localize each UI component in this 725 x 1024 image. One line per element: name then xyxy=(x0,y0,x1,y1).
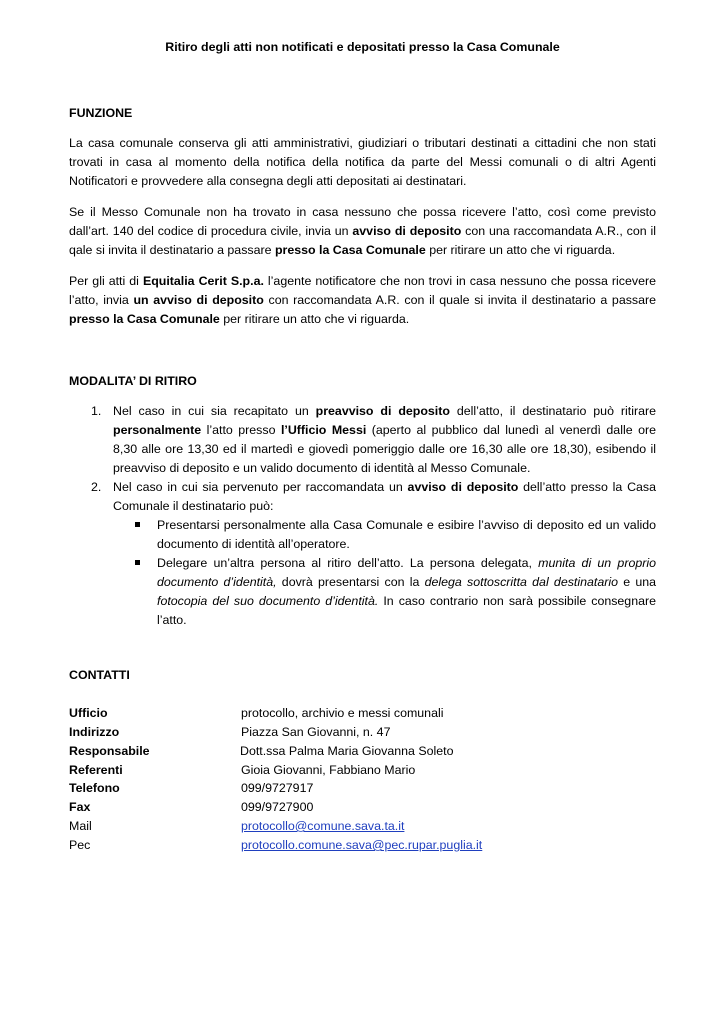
list-item-2 xyxy=(69,478,656,516)
contact-value: 099/9727900 xyxy=(241,800,314,814)
sub-list-item-1 xyxy=(113,516,656,554)
contact-label: Ufficio xyxy=(69,706,108,720)
contact-row-indirizzo xyxy=(69,723,656,742)
funzione-paragraph-1: La casa comunale conserva gli atti amministrativi, giudiziari o tributari destinati a cittadini che non stati trovati in casa al momento della notifica della notifica da parte del Messi comunali o di altri Agenti Notificatori e provvedere alla consegna degli atti depositati ai destinatari. xyxy=(69,136,656,188)
contact-row-referenti xyxy=(69,761,656,780)
square-bullet-icon xyxy=(135,522,140,527)
list-item-1 xyxy=(69,402,656,478)
contact-row-responsabile xyxy=(69,742,656,761)
sub-list-item-2 xyxy=(113,554,656,630)
list-item-text: Nel caso in cui sia recapitato un preavviso di deposito dell’atto, il destinatario può ritirare personalmente l’atto presso l’Ufficio Messi (aperto al pubblico dal lunedì al venerdì dalle ore 8,30 alle ore 13,30 ed il martedì e giovedì pomeriggio dalle ore 16,30 alle ore 18,30), esibendo il preavviso di deposito e un valido documento di identità al Messo Comunale. xyxy=(113,404,656,475)
contact-label: Mail xyxy=(69,819,92,833)
contact-label: Indirizzo xyxy=(69,725,120,739)
contact-row-telefono xyxy=(69,779,656,798)
sub-list-item-text: Presentarsi personalmente alla Casa Comunale e esibire l’avviso di deposito ed un valido documento di identità all’operatore. xyxy=(157,518,656,551)
contact-row-fax xyxy=(69,798,656,817)
list-item-number: 1. xyxy=(91,404,102,418)
contact-value: Dott.ssa Palma Maria Giovanna Soleto xyxy=(240,744,454,758)
contact-value: protocollo, archivio e messi comunali xyxy=(241,706,444,720)
contact-value: 099/9727917 xyxy=(241,781,314,795)
funzione-paragraph-2: Se il Messo Comunale non ha trovato in casa nessuno che possa ricevere l’atto, così come previsto dall’art. 140 del codice di procedura civile, invia un avviso di deposito con una raccomandata A.R., con il qale si invita il destinatario a passare presso la Casa Comunale per ritirare un atto che vi riguarda. xyxy=(69,205,656,257)
contact-row-pec xyxy=(69,836,656,855)
list-item-text: Nel caso in cui sia pervenuto per raccomandata un avviso di deposito dell’atto presso la Casa Comunale il destinatario può: xyxy=(113,480,656,513)
mail-link[interactable]: protocollo@comune.sava.ta.it xyxy=(241,819,405,833)
section-heading-funzione: FUNZIONE xyxy=(69,106,133,120)
section-heading-contatti: CONTATTI xyxy=(69,668,130,682)
document-title: Ritiro degli atti non notificati e depositati presso la Casa Comunale xyxy=(165,40,560,54)
contact-row-mail xyxy=(69,817,656,836)
contact-label: Responsabile xyxy=(69,744,150,758)
contact-label: Fax xyxy=(69,800,91,814)
contact-value: Gioia Giovanni, Fabbiano Mario xyxy=(241,763,416,777)
section-heading-modalita: MODALITA’ DI RITIRO xyxy=(69,374,197,388)
pec-link[interactable]: protocollo.comune.sava@pec.rupar.puglia.it xyxy=(241,838,483,852)
list-item-number: 2. xyxy=(91,480,102,494)
square-bullet-icon xyxy=(135,560,140,565)
contact-label: Telefono xyxy=(69,781,120,795)
contact-row-ufficio xyxy=(69,704,656,723)
contact-label: Pec xyxy=(69,838,91,852)
contact-label: Referenti xyxy=(69,763,123,777)
funzione-paragraph-3: Per gli atti di Equitalia Cerit S.p.a. l’agente notificatore che non trovi in casa nessuno che possa ricevere l’atto, invia un avviso di deposito con raccomandata A.R. con il quale si invita il destinatario a passare presso la Casa Comunale per ritirare un atto che vi riguarda. xyxy=(69,274,657,326)
sub-list-item-text: Delegare un’altra persona al ritiro dell’atto. La persona delegata, munita di un proprio documento d’identità, dovrà presentarsi con la delega sottoscritta dal destinatario e una fotocopia del suo documento d’identità. In caso contrario non sarà possibile consegnare l’atto. xyxy=(157,556,657,627)
contact-value: Piazza San Giovanni, n. 47 xyxy=(241,725,391,739)
